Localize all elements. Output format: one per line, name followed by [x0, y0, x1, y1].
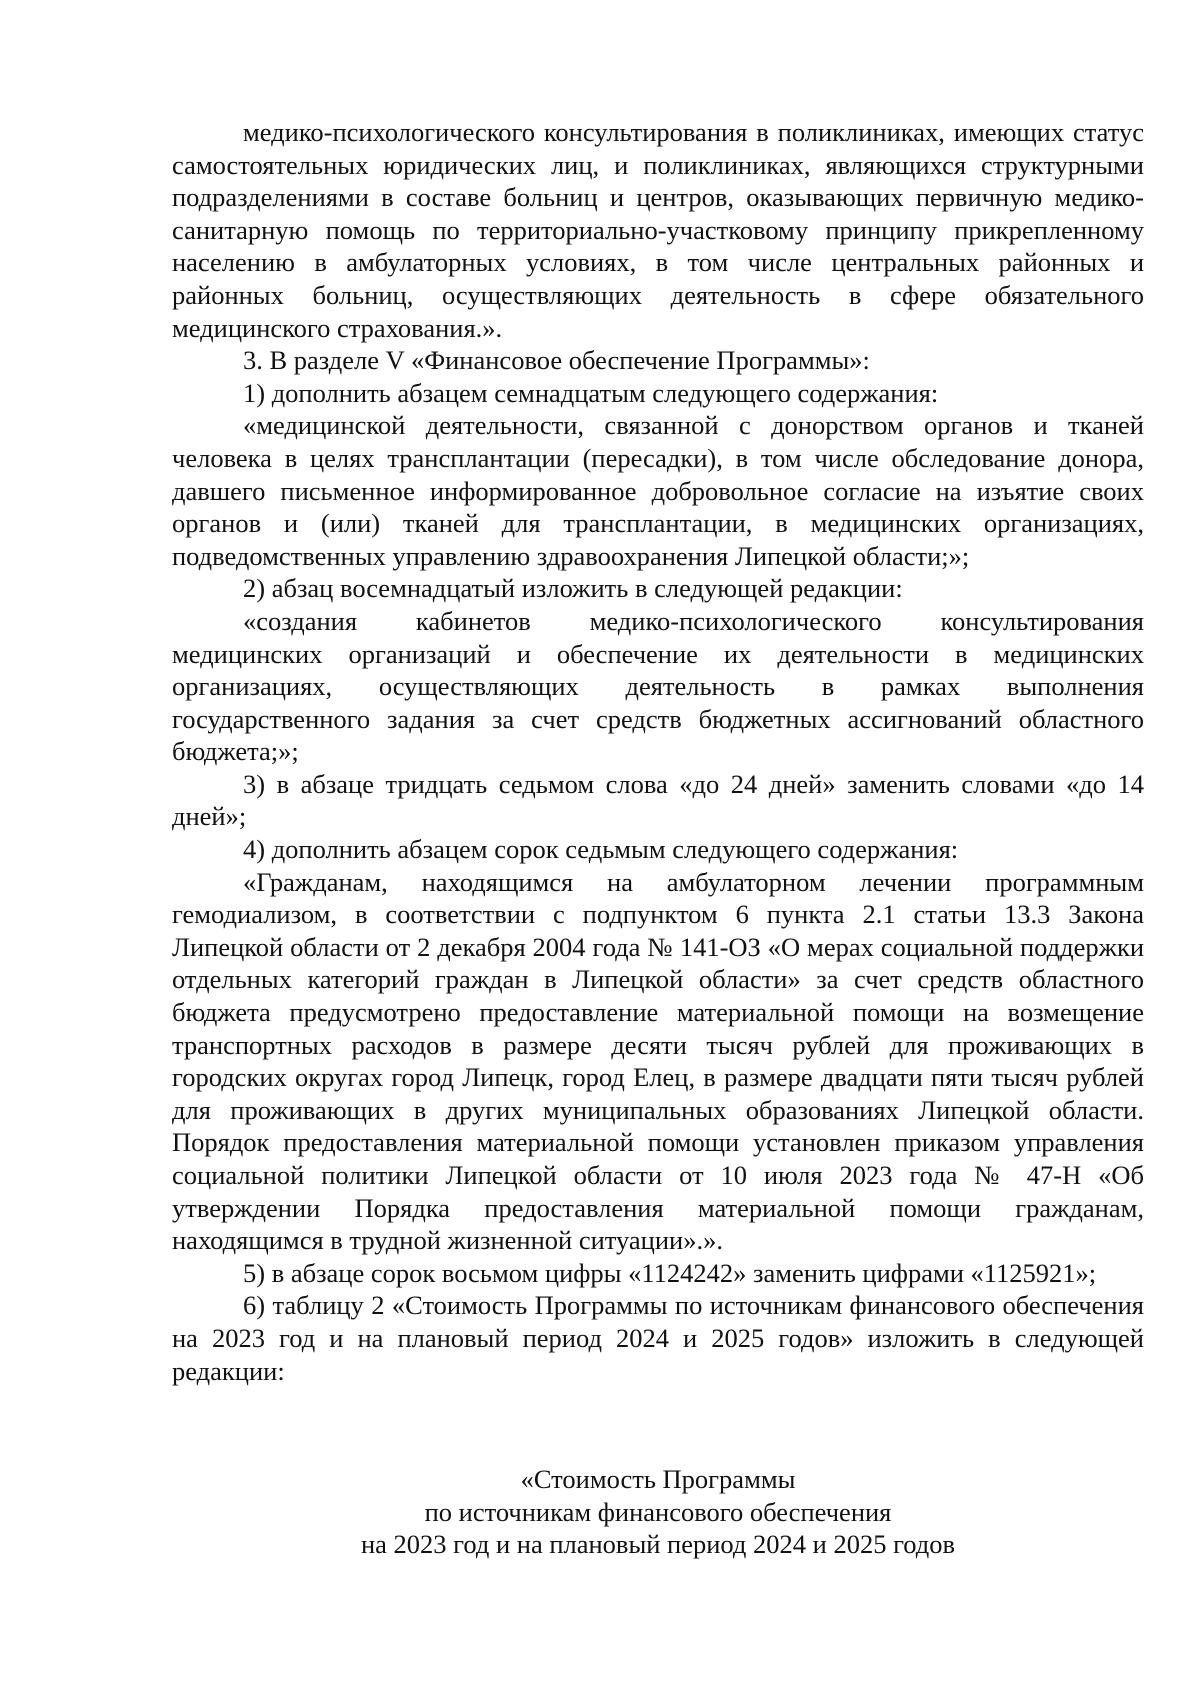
paragraph-7: 3) в абзаце тридцать седьмом слова «до 24 дней» заменить словами «до 14 дней»; [172, 768, 1144, 832]
paragraph-9: «Гражданам, находящимся на амбулаторном лечении программным гемодиализом, в соответствии с подпунктом 6 пункта 2.1 статьи 13.3 Закона Липецкой области от 2 декабря 2004 года № 141-ОЗ «О мерах социальной поддержки отдельных категорий граждан в Липецкой области» за счет средств областного бюджета предусмотрено предоставление материальной помощи на возмещение транспортных расходов в размере десяти тысяч рублей для проживающих в городских округах город Липецк, город Елец, в размере двадцати пяти тысяч рублей для проживающих в других муниципальных образованиях Липецкой области. Порядок предоставления материальной помощи установлен приказом управления социальной политики Липецкой области от 10 июля 2023 года № 47-Н «Об утверждении Порядка предоставления материальной помощи гражданам, находящимся в трудной жизненной ситуации».». [172, 866, 1144, 1256]
document-body [172, 116, 1144, 1387]
table-heading [172, 1463, 1144, 1561]
table-heading-line-1: «Стоимость Программы [520, 1464, 796, 1494]
paragraph-6: «создания кабинетов медико-психологического консультирования медицинских организаций и обеспечение их деятельности в медицинских организациях, осуществляющих деятельность в рамках выполнения государственного задания за счет средств бюджетных ассигнований областного бюджета;»; [172, 605, 1144, 767]
paragraph-2: 3. В разделе V «Финансовое обеспечение Программы»: [243, 345, 870, 376]
table-heading-line-3: на 2023 год и на плановый период 2024 и 2025 годов [360, 1529, 956, 1560]
paragraph-1: медико-психологического консультирования в поликлиниках, имеющих статус самостоятельных юридических лиц, и поликлиниках, являющихся структурными подразделениями в составе больниц и центров, оказывающих первичную медико-санитарную помощь по территориально-участковому принципу прикрепленному населению в амбулаторных условиях, в том числе центральных районных и районных больниц, осуществляющих деятельность в сфере обязательного медицинского страхования.». [172, 117, 1144, 343]
paragraph-3: 1) дополнить абзацем семнадцатым следующего содержания: [243, 377, 939, 408]
paragraph-4: «медицинской деятельности, связанной с донорством органов и тканей человека в целях трансплантации (пересадки), в том числе обследование донора, давшего письменное информированное добровольное согласие на изъятие своих органов и (или) тканей для трансплантации, в медицинских организациях, подведомственных управлению здравоохранения Липецкой области;»; [172, 410, 1144, 571]
paragraph-5: 2) абзац восемнадцатый изложить в следующей редакции: [243, 573, 903, 604]
paragraph-10: 5) в абзаце сорок восьмом цифры «1124242» заменить цифрами «1125921»; [243, 1257, 1097, 1288]
paragraph-8: 4) дополнить абзацем сорок седьмым следующего содержания: [243, 834, 959, 865]
paragraph-11: 6) таблицу 2 «Стоимость Программы по источникам финансового обеспечения на 2023 год и на плановый период 2024 и 2025 годов» изложить в следующей редакции: [172, 1290, 1144, 1386]
table-heading-line-2: по источникам финансового обеспечения [424, 1496, 892, 1527]
